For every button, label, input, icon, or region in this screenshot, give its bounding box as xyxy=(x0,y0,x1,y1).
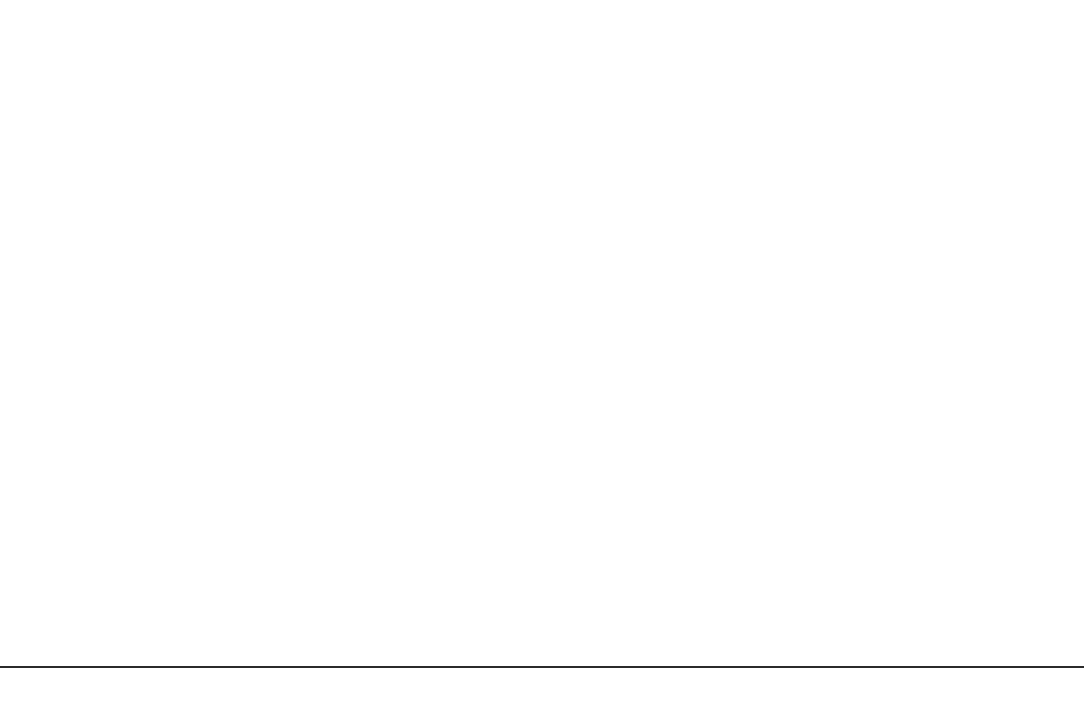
table-bottom-rule xyxy=(0,666,1084,668)
